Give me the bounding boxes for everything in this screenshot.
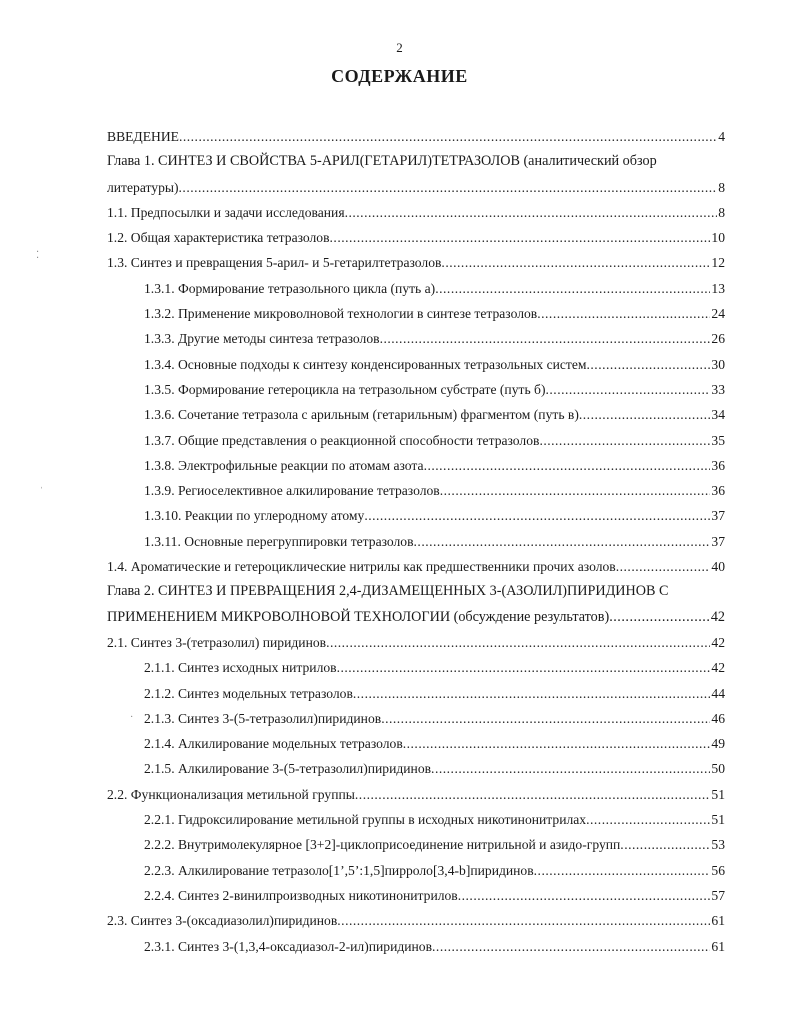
dot-leader <box>337 655 711 680</box>
toc-entry-chapter-2[interactable] <box>107 579 725 604</box>
scan-speck: · <box>130 712 134 723</box>
toc-entry-intro[interactable] <box>107 124 725 149</box>
dot-leader <box>586 807 710 832</box>
toc-entry-page: 36 <box>711 483 725 499</box>
dot-leader <box>539 428 710 453</box>
toc-entry-2-2-3[interactable] <box>107 858 725 883</box>
toc-entry-title: 2.1.4. Алкилирование модельных тетразолов <box>144 736 403 752</box>
toc-entry-title: 1.3. Синтез и превращения 5-арил- и 5-гетарилтетразолов <box>107 255 442 271</box>
toc-entry-1-3-1[interactable] <box>107 276 725 301</box>
toc-entry-page: 30 <box>711 356 725 372</box>
toc-entry-page: 37 <box>711 533 725 549</box>
dot-leader <box>414 529 711 554</box>
dot-leader <box>432 934 710 959</box>
toc-entry-1-3-11[interactable] <box>107 529 725 554</box>
toc-entry-page: 34 <box>711 407 725 423</box>
toc-entry-1-3-9[interactable] <box>107 478 725 503</box>
dot-leader <box>587 352 711 377</box>
dot-leader <box>579 402 711 427</box>
toc-entry-page: 35 <box>711 432 725 448</box>
toc-entry-chapter-1-cont[interactable] <box>107 175 725 200</box>
dot-leader <box>441 250 710 275</box>
toc-entry-page: 13 <box>711 280 725 296</box>
toc-entry-page: 24 <box>711 306 725 322</box>
dot-leader <box>381 706 710 731</box>
dot-leader <box>616 554 711 579</box>
toc-entry-title: 1.3.1. Формирование тетразольного цикла (путь а) <box>144 280 436 296</box>
toc-entry-2-3[interactable] <box>107 908 725 933</box>
toc-entry-page: 51 <box>711 812 725 828</box>
dot-leader <box>380 326 711 351</box>
toc-entry-page: 61 <box>711 938 725 954</box>
toc-entry-2-1-3[interactable] <box>107 706 725 731</box>
toc-entry-2-2-4[interactable] <box>107 883 725 908</box>
dot-leader <box>345 200 718 225</box>
dot-leader <box>355 782 711 807</box>
toc-entry-title: ВВЕДЕНИЕ <box>107 129 179 144</box>
toc-entry-title: 1.3.8. Электрофильные реакции по атомам азота <box>144 457 424 473</box>
toc-entry-2-3-1[interactable] <box>107 934 725 959</box>
toc-entry-page: 26 <box>711 331 725 347</box>
toc-entry-page: 56 <box>711 862 725 878</box>
dot-leader <box>546 377 711 402</box>
toc-entry-2-1-2[interactable] <box>107 681 725 706</box>
dot-leader <box>403 731 711 756</box>
dot-leader <box>330 225 711 250</box>
toc-entry-title: 2.1.2. Синтез модельных тетразолов <box>144 685 353 701</box>
toc-entry-title: 2.1.3. Синтез 3-(5-тетразолил)пиридинов <box>144 710 382 726</box>
toc-entry-page: 53 <box>711 837 725 853</box>
toc-entry-1-3-3[interactable] <box>107 326 725 351</box>
toc-entry-2-1-5[interactable] <box>107 756 725 781</box>
scan-speck: ⁚ <box>36 250 40 261</box>
toc-entry-1-4[interactable] <box>107 554 725 579</box>
toc-entry-1-3-7[interactable] <box>107 428 725 453</box>
toc-entry-1-3[interactable] <box>107 250 725 275</box>
toc-entry-title: 2.1.1. Синтез исходных нитрилов <box>144 660 337 676</box>
dot-leader <box>440 478 711 503</box>
toc-entry-title: 2.2.4. Синтез 2-винилпроизводных никотинонитрилов <box>144 887 458 903</box>
toc-entry-1-2[interactable] <box>107 225 725 250</box>
toc-entry-2-2-2[interactable] <box>107 832 725 857</box>
dot-leader <box>458 883 711 908</box>
toc-entry-title: 1.3.11. Основные перегруппировки тетразолов <box>144 533 414 549</box>
toc-entry-page: 57 <box>711 887 725 903</box>
toc-entry-2-2[interactable] <box>107 782 725 807</box>
dot-leader <box>609 605 710 630</box>
toc-entry-title: 1.3.7. Общие представления о реакционной способности тетразолов <box>144 432 540 448</box>
toc-entry-page: 42 <box>710 608 725 625</box>
toc-entry-title: 1.3.3. Другие методы синтеза тетразолов <box>144 331 380 347</box>
toc-entry-title: 1.3.6. Сочетание тетразола с арильным (гетарильным) фрагментом (путь в) <box>144 407 579 423</box>
toc-entry-2-1[interactable] <box>107 630 725 655</box>
toc-entry-title: 1.2. Общая характеристика тетразолов <box>107 230 330 246</box>
toc-entry-chapter-2-cont[interactable] <box>107 605 725 630</box>
toc-entry-page: 42 <box>711 634 725 650</box>
dot-leader <box>431 756 710 781</box>
toc-entry-page: 50 <box>711 761 725 777</box>
toc-entry-title: Глава 2. СИНТЕЗ И ПРЕВРАЩЕНИЯ 2,4-ДИЗАМЕЩЕННЫХ 3-(АЗОЛИЛ)ПИРИДИНОВ С <box>107 583 669 600</box>
toc-entry-title: 2.1. Синтез 3-(тетразолил) пиридинов <box>107 634 327 650</box>
toc-entry-title: ПРИМЕНЕНИЕМ МИКРОВОЛНОВОЙ ТЕХНОЛОГИИ (обсуждение результатов) <box>107 608 610 625</box>
table-of-contents <box>107 124 725 959</box>
toc-entry-page: 40 <box>711 559 725 575</box>
toc-entry-title: 2.2.3. Алкилирование тетразоло[1’,5’:1,5]пирроло[3,4-b]пиридинов <box>144 862 534 878</box>
dot-leader <box>326 630 710 655</box>
dot-leader <box>179 175 718 200</box>
toc-entry-title: 2.3.1. Синтез 3-(1,3,4-оксадиазол-2-ил)пиридинов <box>144 938 433 954</box>
toc-entry-page: 46 <box>711 710 725 726</box>
toc-entry-title: 2.1.5. Алкилирование 3-(5-тетразолил)пиридинов <box>144 761 432 777</box>
toc-entry-page: 44 <box>711 685 725 701</box>
toc-entry-1-3-6[interactable] <box>107 402 725 427</box>
toc-entry-2-1-4[interactable] <box>107 731 725 756</box>
scan-speck: ˌ <box>40 478 44 489</box>
toc-entry-title: 1.3.5. Формирование гетероцикла на тетразольном субстрате (путь б) <box>144 381 546 397</box>
dot-leader <box>337 908 710 933</box>
toc-entry-1-3-8[interactable] <box>107 453 725 478</box>
toc-entry-title: литературы) <box>107 179 179 195</box>
toc-entry-title: 1.4. Ароматические и гетероциклические нитрилы как предшественники прочих азолов <box>107 559 616 575</box>
toc-entry-1-3-4[interactable] <box>107 352 725 377</box>
dot-leader <box>620 832 710 857</box>
toc-entry-title: Глава 1. СИНТЕЗ И СВОЙСТВА 5-АРИЛ(ГЕТАРИЛ)ТЕТРАЗОЛОВ (аналитический обзор <box>107 153 657 170</box>
toc-entry-title: 1.3.2. Применение микроволновой технологии в синтезе тетразолов <box>144 306 538 322</box>
toc-entry-title: 1.1. Предпосылки и задачи исследования <box>107 204 345 220</box>
toc-entry-page: 61 <box>711 913 725 929</box>
dot-leader <box>353 681 711 706</box>
dot-leader <box>364 503 710 528</box>
toc-entry-title: 2.2.2. Внутримолекулярное [3+2]-циклоприсоединение нитрильной и азидо-групп <box>144 837 621 853</box>
toc-entry-title: 1.3.10. Реакции по углеродному атому <box>144 508 365 524</box>
toc-entry-page: 12 <box>711 255 725 271</box>
toc-entry-2-1-1[interactable] <box>107 655 725 680</box>
toc-entry-page: 42 <box>711 660 725 676</box>
toc-entry-page: 51 <box>711 786 725 802</box>
toc-entry-1-3-5[interactable] <box>107 377 725 402</box>
toc-entry-chapter-1[interactable] <box>107 149 725 174</box>
toc-entry-page: 10 <box>711 230 725 246</box>
toc-entry-page: 33 <box>711 381 725 397</box>
toc-entry-page: 49 <box>711 736 725 752</box>
toc-entry-title: 2.2.1. Гидроксилирование метильной группы в исходных никотинонитрилах <box>144 812 587 828</box>
toc-entry-title: 2.3. Синтез 3-(оксадиазолил)пиридинов <box>107 913 338 929</box>
dot-leader <box>424 453 711 478</box>
dot-leader <box>537 301 710 326</box>
toc-entry-1-3-2[interactable] <box>107 301 725 326</box>
toc-entry-page: 8 <box>718 204 725 220</box>
toc-entry-page: 37 <box>711 508 725 524</box>
toc-entry-2-2-1[interactable] <box>107 807 725 832</box>
toc-entry-page: 4 <box>718 129 725 144</box>
toc-entry-title: 2.2. Функционализация метильной группы <box>107 786 355 802</box>
toc-entry-page: 36 <box>711 457 725 473</box>
page-number: 2 <box>396 40 403 55</box>
dot-leader <box>534 858 711 883</box>
toc-entry-title: 1.3.9. Региоселективное алкилирование тетразолов <box>144 483 440 499</box>
toc-entry-title: 1.3.4. Основные подходы к синтезу конденсированных тетразольных систем <box>144 356 587 372</box>
dot-leader <box>435 276 710 301</box>
toc-entry-1-1[interactable] <box>107 200 725 225</box>
dot-leader <box>179 124 717 149</box>
toc-entry-page: 8 <box>718 179 725 195</box>
toc-entry-1-3-10[interactable] <box>107 503 725 528</box>
page-title: СОДЕРЖАНИЕ <box>331 66 468 86</box>
